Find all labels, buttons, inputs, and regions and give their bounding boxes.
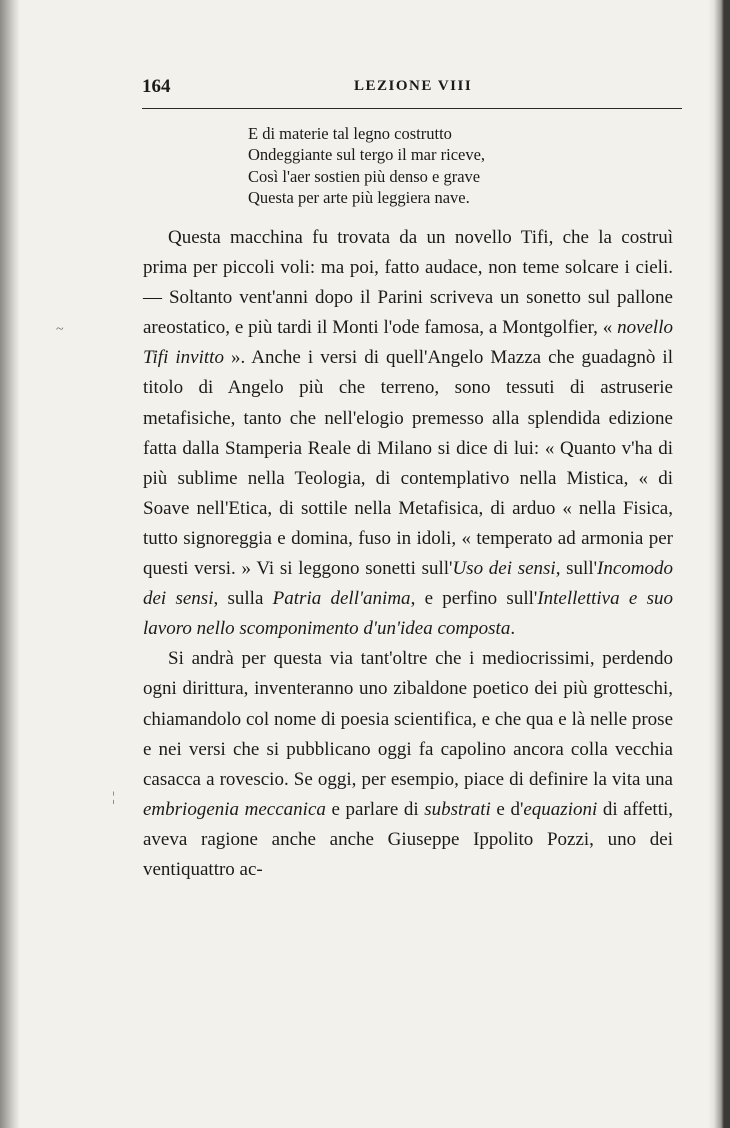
verse-line: Ondeggiante sul tergo il mar riceve, <box>248 145 486 165</box>
paragraph: Si andrà per questa via tant'oltre che i mediocrissimi, perdendo ogni dirittura, inventeranno uno zibaldone poetico dei più grotteschi, chiamandolo col nome di poesia scientifica, e che qua e là nelle prose e nei versi che si pubblicano oggi fa capolino ancora colla vecchia casacca a rovescio. Se oggi, per esempio, piace di definire la vita una embriogenia meccanica e parlare di substrati e d'equazioni di affetti, aveva ragione anche anche Giuseppe Ippolito Pozzi, uno dei ventiquattro ac- <box>143 648 674 880</box>
page-left-edge-shadow <box>0 0 20 1128</box>
body-text <box>143 223 673 885</box>
verse-line: Questa per arte più leggiera nave. <box>248 187 470 207</box>
margin-pencil-mark: ¦ <box>112 790 115 805</box>
margin-pencil-mark: ~ <box>56 322 64 337</box>
page-right-edge-shadow <box>708 0 730 1128</box>
italic-quote: novello Tifi invitto <box>143 317 673 369</box>
verse-line: Così l'aer sostien più denso e grave <box>248 166 481 186</box>
italic-term: substrati <box>424 798 491 820</box>
italic-term: equazioni <box>523 798 598 820</box>
verse-line: E di materie tal legno costrutto <box>248 124 452 143</box>
running-title: LEZIONE VIII <box>354 78 473 94</box>
header-rule <box>142 108 682 109</box>
verse-quotation <box>248 123 578 208</box>
sonnet-title: Intellettiva e suo lavoro nello scomponimento d'un'idea composta <box>143 588 673 640</box>
sonnet-title: Incomodo dei sensi <box>143 558 674 610</box>
italic-term: embriogenia meccanica <box>143 798 326 820</box>
sonnet-title: Uso dei sensi <box>452 558 556 580</box>
paragraph: Questa macchina fu trovata da un novello Tifi, che la costruì prima per piccoli voli: ma poi, fatto audace, non teme solcare i cieli. — Soltanto vent'anni dopo il Parini scriveva un sonetto sul pallone areostatico, e più tardi il Monti l'ode famosa, a Montgolfier, « novello Tifi invitto ». Anche i versi di quell'Angelo Mazza che guadagnò il titolo di Angelo più che terreno, sono tessuti di astruserie metafisiche, tanto che nell'elogio premesso alla splendida edizione fatta dalla Stamperia Reale di Milano si dice di lui: « Quanto v'ha di più sublime nella Teologia, di contemplativo nella Mistica, « di Soave nell'Etica, di sottile nella Metafisica, di arduo « nella Fisica, tutto signoreggia e domina, fuso in idoli, « temperato ad armonia per questi versi. » Vi si leggono sonetti sull'Uso dei sensi, sull'Incomodo dei sensi, sulla Patria dell'anima, e perfino sull'Intellettiva e suo lavoro nello scomponimento d'un'idea composta. <box>143 227 674 640</box>
page-header <box>142 76 682 102</box>
sonnet-title: Patria dell'anima <box>272 588 411 610</box>
page-number: 164 <box>142 76 171 97</box>
